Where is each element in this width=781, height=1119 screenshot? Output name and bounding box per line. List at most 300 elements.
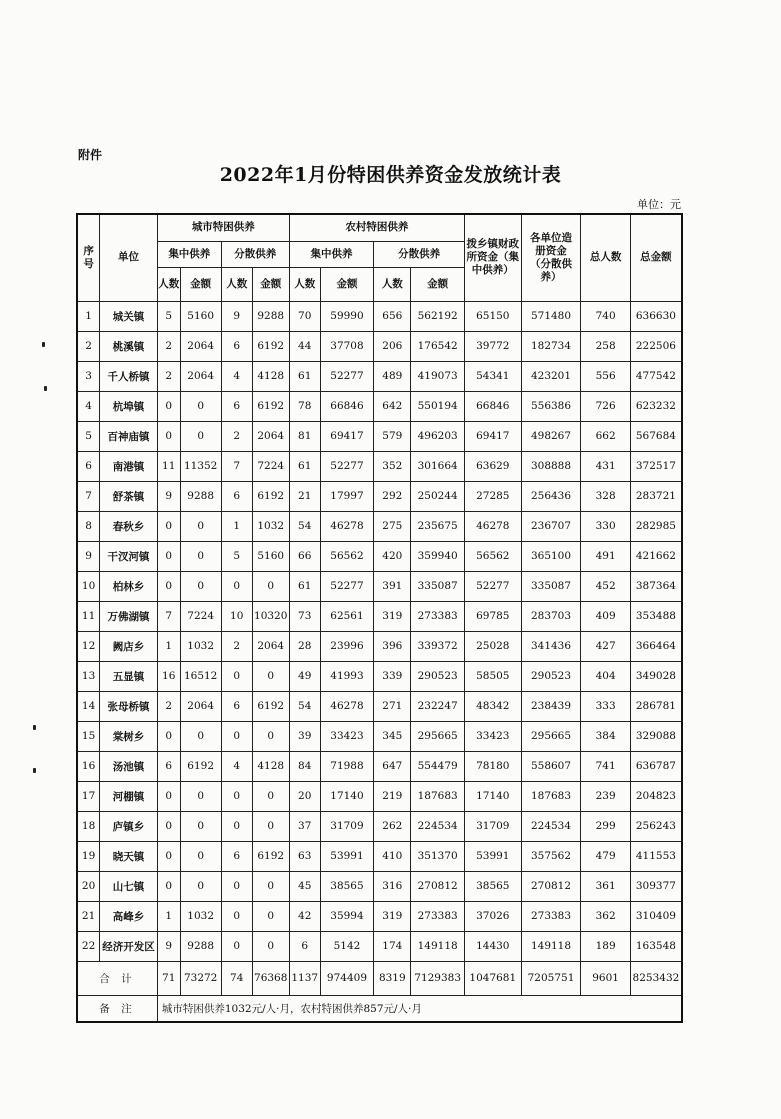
cell: 491 [581, 541, 630, 571]
cell: 0 [252, 931, 289, 961]
cell: 45 [289, 871, 320, 901]
cell: 224534 [411, 811, 465, 841]
cell: 63 [289, 841, 320, 871]
cell: 477542 [630, 361, 682, 391]
cell: 52277 [320, 571, 374, 601]
cell: 7 [157, 601, 180, 631]
unit-name: 南港镇 [100, 451, 158, 481]
cell: 1047681 [464, 961, 521, 995]
cell: 187683 [521, 781, 581, 811]
unit-name: 张母桥镇 [100, 691, 158, 721]
table-row [77, 481, 682, 511]
cell: 411553 [630, 841, 682, 871]
cell: 299 [581, 811, 630, 841]
cell: 235675 [411, 511, 465, 541]
unit-name: 百神庙镇 [100, 421, 158, 451]
cell: 0 [252, 571, 289, 601]
cell: 349028 [630, 661, 682, 691]
table-row [77, 811, 682, 841]
cell: 0 [157, 811, 180, 841]
cell: 562192 [411, 301, 465, 331]
cell: 6192 [252, 331, 289, 361]
cell: 6 [221, 841, 252, 871]
cell: 59990 [320, 301, 374, 331]
cell: 1 [157, 901, 180, 931]
cell: 4 [221, 751, 252, 781]
cell: 9 [157, 931, 180, 961]
cell: 5160 [180, 301, 221, 331]
header-row-1 [77, 214, 682, 241]
cell: 4 [221, 361, 252, 391]
statistics-table [76, 213, 683, 1023]
scan-mark [33, 768, 36, 773]
table-row [77, 721, 682, 751]
cell: 9 [221, 301, 252, 331]
cell: 17140 [320, 781, 374, 811]
row-number: 10 [77, 571, 100, 601]
cell: 69785 [464, 601, 521, 631]
cell: 0 [157, 871, 180, 901]
cell: 78180 [464, 751, 521, 781]
cell: 7224 [180, 601, 221, 631]
cell: 28 [289, 631, 320, 661]
table-row [77, 361, 682, 391]
cell: 554479 [411, 751, 465, 781]
cell: 206 [374, 331, 411, 361]
cell: 71988 [320, 751, 374, 781]
header-people: 人数 [221, 267, 252, 301]
table-row [77, 571, 682, 601]
cell: 5160 [252, 541, 289, 571]
unit-name: 干汊河镇 [100, 541, 158, 571]
cell: 479 [581, 841, 630, 871]
cell: 353488 [630, 601, 682, 631]
cell: 741 [581, 751, 630, 781]
cell: 61 [289, 571, 320, 601]
cell: 6 [289, 931, 320, 961]
header-seq: 序号 [77, 214, 100, 301]
unit-name: 舒茶镇 [100, 481, 158, 511]
cell: 25028 [464, 631, 521, 661]
cell: 273383 [411, 601, 465, 631]
cell: 23996 [320, 631, 374, 661]
cell: 726 [581, 391, 630, 421]
cell: 271 [374, 691, 411, 721]
cell: 10320 [252, 601, 289, 631]
cell: 37 [289, 811, 320, 841]
row-number: 16 [77, 751, 100, 781]
cell: 387364 [630, 571, 682, 601]
cell: 174 [374, 931, 411, 961]
cell: 6 [221, 331, 252, 361]
scan-mark [42, 342, 45, 347]
cell: 56562 [320, 541, 374, 571]
cell: 219 [374, 781, 411, 811]
cell: 10 [221, 601, 252, 631]
table-row [77, 781, 682, 811]
cell: 273383 [411, 901, 465, 931]
cell: 5 [221, 541, 252, 571]
cell: 6 [221, 391, 252, 421]
cell: 623232 [630, 391, 682, 421]
cell: 5142 [320, 931, 374, 961]
scan-mark [33, 725, 36, 730]
cell: 256243 [630, 811, 682, 841]
note-label: 备 注 [77, 995, 157, 1022]
cell: 328 [581, 481, 630, 511]
cell: 6192 [252, 841, 289, 871]
header-unit-fund: 各单位造册资金（分散供养） [521, 214, 581, 301]
unit-name: 桃溪镇 [100, 331, 158, 361]
row-number: 1 [77, 301, 100, 331]
cell: 283703 [521, 601, 581, 631]
cell: 2064 [252, 631, 289, 661]
table-row [77, 661, 682, 691]
cell: 73 [289, 601, 320, 631]
cell: 295665 [521, 721, 581, 751]
table-row [77, 421, 682, 451]
cell: 6 [221, 481, 252, 511]
cell: 17140 [464, 781, 521, 811]
cell: 333 [581, 691, 630, 721]
cell: 224534 [521, 811, 581, 841]
cell: 262 [374, 811, 411, 841]
table-row [77, 631, 682, 661]
cell: 0 [221, 661, 252, 691]
cell: 52277 [464, 571, 521, 601]
cell: 579 [374, 421, 411, 451]
cell: 61 [289, 361, 320, 391]
cell: 339372 [411, 631, 465, 661]
unit-name: 千人桥镇 [100, 361, 158, 391]
unit-name: 棠树乡 [100, 721, 158, 751]
cell: 0 [180, 811, 221, 841]
cell: 39772 [464, 331, 521, 361]
cell: 420 [374, 541, 411, 571]
header-amount: 金额 [180, 267, 221, 301]
row-number: 8 [77, 511, 100, 541]
header-rural: 农村特困供养 [289, 214, 464, 241]
unit-name: 柏林乡 [100, 571, 158, 601]
cell: 41993 [320, 661, 374, 691]
cell: 0 [157, 571, 180, 601]
cell: 0 [221, 931, 252, 961]
cell: 1032 [252, 511, 289, 541]
table-row [77, 541, 682, 571]
row-number: 7 [77, 481, 100, 511]
cell: 239 [581, 781, 630, 811]
cell: 21 [289, 481, 320, 511]
cell: 642 [374, 391, 411, 421]
table-row [77, 871, 682, 901]
cell: 74 [221, 961, 252, 995]
cell: 44 [289, 331, 320, 361]
cell: 329088 [630, 721, 682, 751]
cell: 81 [289, 421, 320, 451]
table-row [77, 751, 682, 781]
row-number: 19 [77, 841, 100, 871]
cell: 52277 [320, 451, 374, 481]
cell: 1032 [180, 631, 221, 661]
cell: 636787 [630, 751, 682, 781]
cell: 341436 [521, 631, 581, 661]
header-city: 城市特困供养 [157, 214, 289, 241]
cell: 54341 [464, 361, 521, 391]
cell: 310409 [630, 901, 682, 931]
cell: 7129383 [411, 961, 465, 995]
cell: 7 [221, 451, 252, 481]
cell: 236707 [521, 511, 581, 541]
cell: 362 [581, 901, 630, 931]
cell: 37026 [464, 901, 521, 931]
table-row [77, 601, 682, 631]
row-number: 14 [77, 691, 100, 721]
cell: 384 [581, 721, 630, 751]
cell: 9601 [581, 961, 630, 995]
header-unit: 单位 [100, 214, 158, 301]
unit-name: 五显镇 [100, 661, 158, 691]
cell: 366464 [630, 631, 682, 661]
cell: 9288 [252, 301, 289, 331]
unit-name: 阙店乡 [100, 631, 158, 661]
cell: 4128 [252, 361, 289, 391]
cell: 2064 [252, 421, 289, 451]
unit-name: 山七镇 [100, 871, 158, 901]
cell: 76368 [252, 961, 289, 995]
table-row [77, 301, 682, 331]
cell: 496203 [411, 421, 465, 451]
cell: 275 [374, 511, 411, 541]
cell: 1 [221, 511, 252, 541]
cell: 330 [581, 511, 630, 541]
cell: 286781 [630, 691, 682, 721]
cell: 404 [581, 661, 630, 691]
header-people: 人数 [289, 267, 320, 301]
cell: 7224 [252, 451, 289, 481]
cell: 58505 [464, 661, 521, 691]
cell: 0 [252, 661, 289, 691]
cell: 54 [289, 511, 320, 541]
row-number: 2 [77, 331, 100, 361]
cell: 0 [180, 841, 221, 871]
cell: 256436 [521, 481, 581, 511]
cell: 290523 [521, 661, 581, 691]
cell: 11 [157, 451, 180, 481]
table-row [77, 691, 682, 721]
cell: 335087 [521, 571, 581, 601]
cell: 182734 [521, 331, 581, 361]
header-rural-dispersed: 分散供养 [374, 241, 465, 267]
cell: 283721 [630, 481, 682, 511]
cell: 52277 [320, 361, 374, 391]
cell: 662 [581, 421, 630, 451]
cell: 316 [374, 871, 411, 901]
cell: 656 [374, 301, 411, 331]
cell: 359940 [411, 541, 465, 571]
cell: 258 [581, 331, 630, 361]
cell: 0 [180, 511, 221, 541]
row-number: 13 [77, 661, 100, 691]
cell: 309377 [630, 871, 682, 901]
page-title: 2022年1月份特困供养资金发放统计表 [219, 164, 562, 186]
cell: 0 [221, 781, 252, 811]
cell: 558607 [521, 751, 581, 781]
unit-name: 经济开发区 [100, 931, 158, 961]
cell: 550194 [411, 391, 465, 421]
row-number: 20 [77, 871, 100, 901]
table-row [77, 451, 682, 481]
cell: 571480 [521, 301, 581, 331]
unit-name: 高峰乡 [100, 901, 158, 931]
header-city-concentrated: 集中供养 [157, 241, 221, 267]
cell: 0 [157, 721, 180, 751]
cell: 189 [581, 931, 630, 961]
cell: 431 [581, 451, 630, 481]
cell: 33423 [464, 721, 521, 751]
cell: 319 [374, 601, 411, 631]
cell: 176542 [411, 331, 465, 361]
header-town-fund: 拨乡镇财政所资金（集中供养） [464, 214, 521, 301]
unit-name: 城关镇 [100, 301, 158, 331]
row-number: 4 [77, 391, 100, 421]
header-city-dispersed: 分散供养 [221, 241, 289, 267]
note-text: 城市特困供养1032元/人·月，农村特困供养857元/人·月 [157, 995, 682, 1022]
cell: 365100 [521, 541, 581, 571]
cell: 149118 [411, 931, 465, 961]
cell: 48342 [464, 691, 521, 721]
cell: 427 [581, 631, 630, 661]
cell: 290523 [411, 661, 465, 691]
cell: 238439 [521, 691, 581, 721]
cell: 2 [157, 331, 180, 361]
cell: 0 [180, 541, 221, 571]
cell: 46278 [464, 511, 521, 541]
row-number: 15 [77, 721, 100, 751]
cell: 37708 [320, 331, 374, 361]
cell: 9288 [180, 931, 221, 961]
cell: 66846 [464, 391, 521, 421]
cell: 66846 [320, 391, 374, 421]
cell: 0 [157, 511, 180, 541]
cell: 974409 [320, 961, 374, 995]
cell: 38565 [320, 871, 374, 901]
table-row [77, 391, 682, 421]
cell: 6192 [180, 751, 221, 781]
unit-name: 春秋乡 [100, 511, 158, 541]
row-number: 6 [77, 451, 100, 481]
table-row [77, 331, 682, 361]
cell: 335087 [411, 571, 465, 601]
header-people: 人数 [157, 267, 180, 301]
header-amount: 金额 [252, 267, 289, 301]
cell: 0 [221, 811, 252, 841]
cell: 556386 [521, 391, 581, 421]
row-number: 17 [77, 781, 100, 811]
cell: 6192 [252, 481, 289, 511]
header-total-amount: 总金额 [630, 214, 682, 301]
cell: 556 [581, 361, 630, 391]
row-number: 11 [77, 601, 100, 631]
cell: 232247 [411, 691, 465, 721]
cell: 78 [289, 391, 320, 421]
cell: 53991 [464, 841, 521, 871]
cell: 282985 [630, 511, 682, 541]
cell: 73272 [180, 961, 221, 995]
cell: 0 [157, 421, 180, 451]
cell: 31709 [464, 811, 521, 841]
cell: 69417 [464, 421, 521, 451]
cell: 49 [289, 661, 320, 691]
cell: 0 [252, 781, 289, 811]
cell: 361 [581, 871, 630, 901]
cell: 1 [157, 631, 180, 661]
cell: 20 [289, 781, 320, 811]
cell: 0 [252, 721, 289, 751]
cell: 301664 [411, 451, 465, 481]
cell: 0 [157, 541, 180, 571]
cell: 0 [180, 571, 221, 601]
cell: 71 [157, 961, 180, 995]
cell: 2064 [180, 691, 221, 721]
cell: 69417 [320, 421, 374, 451]
note-row [77, 995, 682, 1022]
table-row [77, 841, 682, 871]
cell: 0 [252, 901, 289, 931]
cell: 16512 [180, 661, 221, 691]
cell: 11352 [180, 451, 221, 481]
cell: 14430 [464, 931, 521, 961]
cell: 2 [221, 421, 252, 451]
cell: 308888 [521, 451, 581, 481]
table-row [77, 901, 682, 931]
cell: 0 [180, 871, 221, 901]
cell: 567684 [630, 421, 682, 451]
cell: 0 [180, 721, 221, 751]
header-amount: 金额 [411, 267, 465, 301]
cell: 62561 [320, 601, 374, 631]
cell: 2 [221, 631, 252, 661]
cell: 0 [252, 811, 289, 841]
cell: 6192 [252, 691, 289, 721]
cell: 6 [221, 691, 252, 721]
cell: 46278 [320, 691, 374, 721]
cell: 42 [289, 901, 320, 931]
cell: 2064 [180, 331, 221, 361]
cell: 222506 [630, 331, 682, 361]
row-number: 12 [77, 631, 100, 661]
cell: 352 [374, 451, 411, 481]
cell: 319 [374, 901, 411, 931]
cell: 270812 [411, 871, 465, 901]
cell: 66 [289, 541, 320, 571]
cell: 391 [374, 571, 411, 601]
header-amount: 金额 [320, 267, 374, 301]
cell: 2 [157, 691, 180, 721]
cell: 39 [289, 721, 320, 751]
cell: 149118 [521, 931, 581, 961]
cell: 339 [374, 661, 411, 691]
unit-name: 庐镇乡 [100, 811, 158, 841]
cell: 498267 [521, 421, 581, 451]
row-number: 3 [77, 361, 100, 391]
cell: 33423 [320, 721, 374, 751]
cell: 647 [374, 751, 411, 781]
cell: 357562 [521, 841, 581, 871]
cell: 204823 [630, 781, 682, 811]
table-row [77, 931, 682, 961]
cell: 65150 [464, 301, 521, 331]
cell: 1032 [180, 901, 221, 931]
